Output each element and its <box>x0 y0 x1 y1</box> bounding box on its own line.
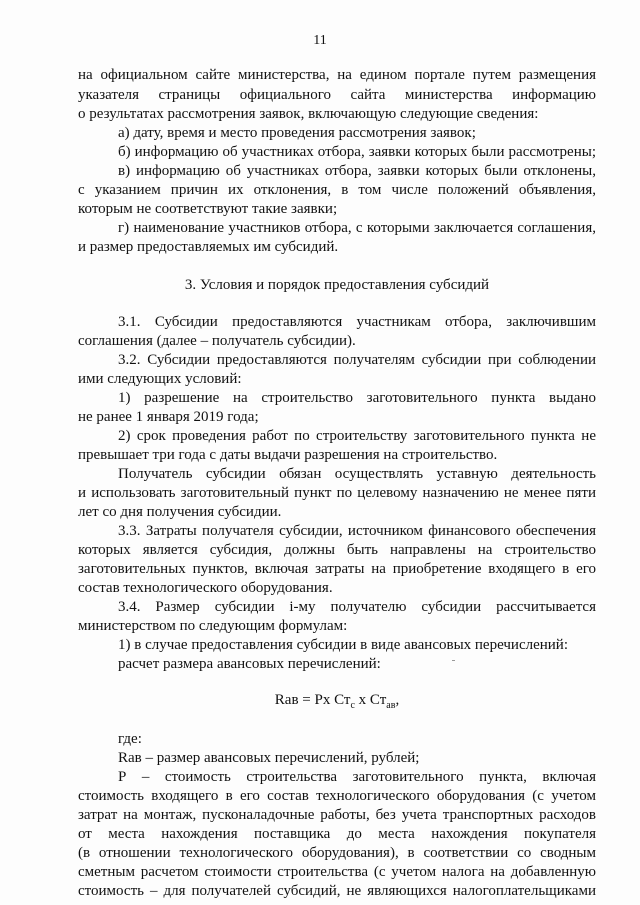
text-line: затрат на монтаж, пусконаладочные работы, без учета транспортных расходов <box>78 807 596 823</box>
text-line: 3.1. Субсидии предоставляются участникам отбора, заключившим <box>118 314 596 330</box>
text-line: и размер предоставляемых им субсидий. <box>78 239 339 255</box>
text-line: от места нахождения поставщика до места нахождения покупателя <box>78 826 596 842</box>
text-line: в) информацию об участниках отбора, заявки которых были отклонены, <box>118 163 596 179</box>
text-line: Получатель субсидии обязан осуществлять уставную деятельность <box>118 466 596 482</box>
text-line: о результатах рассмотрения заявок, включающую следующие сведения: <box>78 106 539 122</box>
text-line: а) дату, время и место проведения рассмотрения заявок; <box>118 125 476 141</box>
text-line: министерством по следующим формулам: <box>78 618 348 634</box>
text-line: заготовительных пунктов, включая затраты на приобретение входящего в его <box>78 561 596 577</box>
text-line: 3.4. Размер субсидии i-му получателю субсидии рассчитывается <box>118 599 596 615</box>
formula-sub2: ав <box>386 700 396 711</box>
text-line: стоимость – для получателей субсидий, не являющихся налогоплательщиками <box>78 883 596 899</box>
text-line: лет со дня получения субсидии. <box>78 504 282 520</box>
text-line: 1) в случае предоставления субсидии в виде авансовых перечислений: <box>118 637 568 653</box>
page-number: 11 <box>313 33 327 48</box>
text-line: (в отношении технологического оборудования), в соответствии со сводным <box>78 845 596 861</box>
text-line: и использовать заготовительный пункт по целевому назначению не менее пяти <box>78 485 596 501</box>
text-line: 3.2. Субсидии предоставляются получателям субсидии при соблюдении <box>118 352 596 368</box>
formula-sub1: с <box>350 700 355 711</box>
text-line: соглашения (далее – получатель субсидии). <box>78 333 356 349</box>
text-line: не ранее 1 января 2019 года; <box>78 409 259 425</box>
text-line: Р – стоимость строительства заготовительного пункта, включая <box>118 769 596 785</box>
formula-eq: = Р <box>298 692 323 708</box>
text-line: которых является субсидия, должны быть направлены на строительство <box>78 542 596 558</box>
text-line: б) информацию об участниках отбора, заявки которых были рассмотрены; <box>118 144 596 160</box>
text-line: расчет размера авансовых перечислений: <box>118 656 381 672</box>
text-line: указателя страницы официального сайта министерства информацию <box>78 87 596 103</box>
text-line: с указанием причин их отклонения, в том числе положений объявления, <box>78 182 596 198</box>
formula <box>78 692 596 712</box>
text-line: Rав – размер авансовых перечислений, рублей; <box>118 750 420 766</box>
text-line: состав технологического оборудования. <box>78 580 333 596</box>
text-line: стоимость входящего в его состав технологического оборудования (с учетом <box>78 788 596 804</box>
text-line: 3.3. Затраты получателя субсидии, источником финансового обеспечения <box>118 523 596 539</box>
scan-mark <box>452 660 455 661</box>
formula-tail: , <box>395 692 400 708</box>
text-line: 2) срок проведения работ по строительству заготовительного пункта не <box>118 428 596 444</box>
formula-x2: х Ст <box>354 692 387 708</box>
text-line: 1) разрешение на строительство заготовительного пункта выдано <box>118 390 596 406</box>
text-line: где: <box>118 731 142 747</box>
text-line: которым не соответствуют такие заявки; <box>78 201 338 217</box>
formula-x1: х Ст <box>322 692 351 708</box>
text-line: сметным расчетом стоимости строительства (с учетом налога на добавленную <box>78 864 596 880</box>
text-line: ими следующих условий: <box>78 371 242 387</box>
section-heading: 3. Условия и порядок предоставления субсидий <box>184 277 490 293</box>
formula-lhs: Rав <box>274 692 299 708</box>
text-line: на официальном сайте министерства, на едином портале путем размещения <box>78 67 596 83</box>
text-line: г) наименование участников отбора, с которыми заключается соглашения, <box>118 220 596 236</box>
text-line: превышает три года с даты выдачи разрешения на строительство. <box>78 447 498 463</box>
